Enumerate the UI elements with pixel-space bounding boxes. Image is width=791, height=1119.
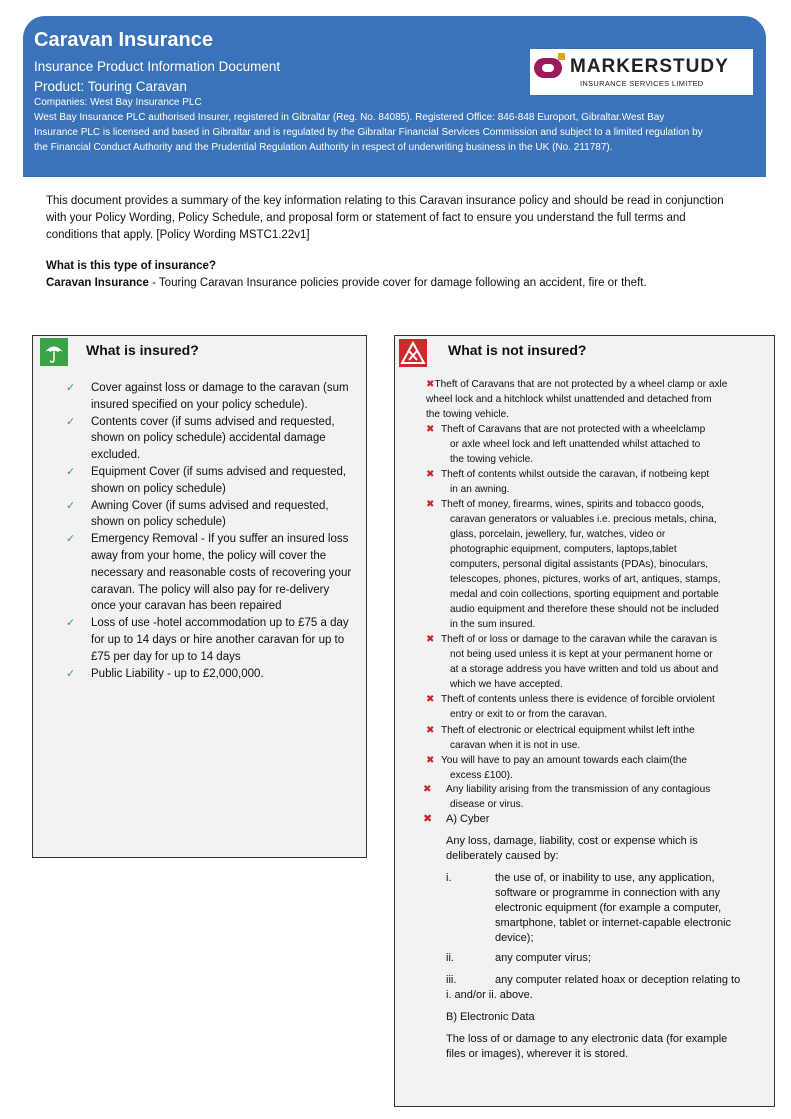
exclusion-line: the towing vehicle.: [426, 409, 510, 420]
exclusion-line: caravan when it is not in use.: [450, 740, 581, 751]
cyber-clause: electronic equipment (for example a computer,: [495, 902, 722, 914]
list-item: [56, 615, 356, 665]
exclusion-line: excess £100).: [450, 770, 513, 781]
type-answer-text: - Touring Caravan Insurance policies provide cover for damage following an accident, fire or theft.: [148, 277, 647, 289]
logo-name: MARKERSTUDY: [570, 56, 729, 77]
cross-icon: ✖: [426, 755, 435, 766]
document-title: Caravan Insurance: [34, 29, 213, 51]
list-item-text: Emergency Removal - If you suffer an insured loss away from your home, the policy will cover the necessary and reasonable costs of recovering your caravan. The policy will also pay for re-delivery once your caravan has been repaired: [91, 533, 352, 613]
list-item-text: Awning Cover (if sums advised and requested, shown on policy schedule): [91, 499, 329, 529]
product-name: Product: Touring Caravan: [34, 79, 187, 94]
exclusion-line: audio equipment and therefore these should not be included: [450, 604, 719, 615]
list-item: [56, 531, 356, 615]
cross-icon: ✖: [426, 499, 435, 510]
cross-icon: ✖: [423, 784, 432, 795]
list-item: [56, 414, 356, 464]
list-item: [56, 380, 356, 414]
list-item: [56, 666, 356, 683]
exclusion-line: Theft of contents unless there is evidence of forcible orviolent: [441, 694, 715, 705]
cyber-numeral: iii.: [446, 974, 457, 986]
list-item-text: Contents cover (if sums advised and requested, shown on policy schedule) accidental damage excluded.: [91, 415, 335, 462]
list-item-text: Equipment Cover (if sums advised and requested, shown on policy schedule): [91, 465, 347, 495]
list-item: [56, 498, 356, 532]
list-item-text: Cover against loss or damage to the caravan (sum insured specified on your policy schedule).: [91, 382, 349, 411]
type-answer: [46, 277, 647, 289]
exclusion-text: Theft of Caravans that are not protected by a wheel clamp or axle: [434, 379, 728, 390]
cyber-clause: the use of, or inability to use, any application,: [495, 872, 715, 884]
exclusion-line: not being used unless it is kept at your permanent home or: [450, 649, 713, 660]
exclusion-line: You will have to pay an amount towards each claim(the: [441, 755, 687, 766]
type-answer-label: Caravan Insurance: [46, 277, 149, 289]
intro-paragraph: This document provides a summary of the key information relating to this Caravan insurance policy and should be read in conjunction with your Policy Wording, Policy Schedule, and proposal form or statement of fact to ensure you understand the full terms and conditions that apply. [Policy Wording MSTC1.22v1]: [46, 195, 724, 241]
cyber-clause: smartphone, tablet or internet-capable electronic: [495, 917, 732, 929]
exclusion-line: glass, porcelain, jewellery, fur, watches, video or: [450, 529, 666, 540]
cross-icon: ✖: [423, 813, 433, 825]
logo-dot-icon: [558, 53, 565, 60]
exclusion-line: Theft of contents whilst outside the caravan, if notbeing kept: [441, 469, 710, 480]
electronic-data-text: files or images), wherever it is stored.: [446, 1048, 629, 1060]
exclusion-line: in an awning.: [450, 484, 510, 495]
tick-icon: ✓: [66, 465, 76, 478]
exclusion-line: [426, 378, 727, 393]
cross-icon: ✖: [426, 694, 435, 705]
list-item: [56, 464, 356, 498]
insured-title: What is insured?: [86, 342, 199, 358]
cyber-clause: any computer virus;: [495, 952, 591, 964]
legal-line: Insurance PLC is licensed and based in Gibraltar and is regulated by the Gibraltar Financial Services Commission and subject to a limited regulation by: [34, 127, 703, 138]
cross-icon: ✖: [426, 469, 435, 480]
list-item-text: Public Liability - up to £2,000,000.: [91, 667, 264, 680]
electronic-data-heading: B) Electronic Data: [446, 1011, 535, 1023]
list-item-text: Loss of use -hotel accommodation up to £75 a day for up to 14 days or hire another caravan for up to £75 per day for up to 14 days: [91, 617, 349, 663]
cyber-intro: Any loss, damage, liability, cost or expense which is: [446, 835, 698, 847]
cyber-clause: i. and/or ii. above.: [446, 989, 533, 1001]
cyber-intro: deliberately caused by:: [446, 850, 559, 862]
exclusion-line: the towing vehicle.: [450, 454, 534, 465]
cross-icon: ✖: [426, 725, 435, 736]
logo-tagline: INSURANCE SERVICES LIMITED: [580, 79, 704, 88]
type-question: What is this type of insurance?: [46, 260, 216, 272]
exclusion-line: Theft of or loss or damage to the caravan while the caravan is: [441, 634, 718, 645]
tick-icon: ✓: [66, 667, 76, 680]
exclusion-line: disease or virus.: [450, 799, 524, 810]
exclusion-line: entry or exit to or from the caravan.: [450, 709, 608, 720]
exclusion-line: Theft of electronic or electrical equipment whilst left inthe: [441, 725, 695, 736]
logo-mark-icon: [534, 58, 562, 78]
exclusion-line: computers, personal digital assistants (PDAs), binoculars,: [450, 559, 709, 570]
umbrella-icon: [40, 338, 68, 366]
electronic-data-text: The loss of or damage to any electronic data (for example: [446, 1033, 728, 1045]
tick-icon: ✓: [66, 617, 76, 630]
markerstudy-logo: [530, 49, 753, 95]
tick-icon: ✓: [66, 533, 76, 546]
cross-icon: ✖: [426, 379, 435, 390]
exclusion-line: caravan generators or valuables i.e. precious metals, china,: [450, 514, 717, 525]
exclusion-line: photographic equipment, computers, laptops,tablet: [450, 544, 677, 555]
cross-icon: ✖: [426, 634, 435, 645]
header-banner: [23, 16, 766, 177]
cross-icon: ✖: [426, 424, 435, 435]
companies: Companies: West Bay Insurance PLC: [34, 97, 202, 108]
exclusion-line: Theft of Caravans that are not protected with a wheelclamp: [441, 424, 706, 435]
cyber-numeral: ii.: [446, 952, 454, 964]
exclusion-line: or axle wheel lock and left unattended whilst attached to: [450, 439, 701, 450]
tick-icon: ✓: [66, 499, 76, 512]
exclusion-line: which we have accepted.: [450, 679, 563, 690]
exclusion-line: telescopes, phones, pictures, works of art, antiques, stamps,: [450, 574, 721, 585]
cyber-clause: any computer related hoax or deception relating to: [495, 974, 741, 986]
document-type: Insurance Product Information Document: [34, 59, 281, 74]
cyber-clause: software or programme in connection with any: [495, 887, 720, 899]
insured-list: [56, 380, 356, 682]
not-insured-title: What is not insured?: [448, 342, 587, 358]
cyber-heading: A) Cyber: [446, 813, 490, 825]
cyber-clause: device);: [495, 932, 534, 944]
legal-line: West Bay Insurance PLC authorised Insurer, registered in Gibraltar (Reg. No. 84085). Registered Office: 846-848 Europort, Gibraltar.West Bay: [34, 112, 665, 123]
exclusion-line: medal and coin collections, sporting equipment and portable: [450, 589, 719, 600]
tick-icon: ✓: [66, 415, 76, 428]
cyber-numeral: i.: [446, 872, 452, 884]
exclusion-line: Any liability arising from the transmission of any contagious: [446, 784, 711, 795]
warning-icon: [399, 339, 427, 367]
exclusion-line: Theft of money, firearms, wines, spirits and tobacco goods,: [441, 499, 704, 510]
exclusion-line: in the sum insured.: [450, 619, 536, 630]
legal-line: the Financial Conduct Authority and the Prudential Regulation Authority in respect of underwriting business in the UK (No. 211787).: [34, 142, 613, 153]
tick-icon: ✓: [66, 382, 76, 394]
exclusion-line: at a storage address you have written and told us about and: [450, 664, 719, 675]
exclusion-line: wheel lock and a hitchlock whilst unattended and detached from: [426, 394, 712, 405]
